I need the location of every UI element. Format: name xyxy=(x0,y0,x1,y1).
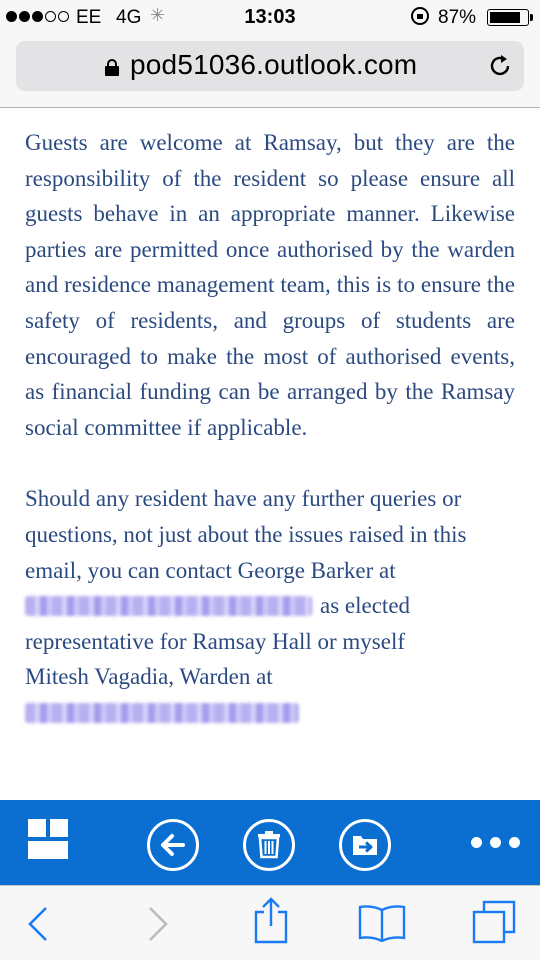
folders-icon[interactable] xyxy=(28,819,68,859)
status-bar xyxy=(0,0,540,34)
network-type: 4G xyxy=(116,7,142,28)
email-line: questions, not just about the issues raised in this xyxy=(25,521,467,547)
email-line xyxy=(25,588,515,624)
activity-spinner-icon: ✳ xyxy=(150,5,166,25)
email-line: representative for Ramsay Hall or myself xyxy=(25,628,406,654)
status-time: 13:03 xyxy=(244,6,296,28)
email-line: email, you can contact George Barker at xyxy=(25,557,396,583)
bookmarks-icon[interactable] xyxy=(358,904,406,942)
share-icon[interactable] xyxy=(252,896,290,944)
email-paragraph: Guests are welcome at Ramsay, but they are the responsibility of the resident so please ensure all guests behave in an appropriate manner. Likewise parties are permitted once authorised by the warden and residence management team, this is to ensure the safety of residents, and groups of students are encouraged to make the most of authorised events, as financial funding can be arranged by the Ramsay social committee if applicable. xyxy=(25,130,515,440)
move-to-folder-icon xyxy=(342,822,388,868)
back-button[interactable] xyxy=(147,819,199,871)
url-field[interactable] xyxy=(16,41,524,91)
redacted-email-link[interactable] xyxy=(25,596,312,616)
forward-chevron-icon[interactable] xyxy=(146,906,170,942)
url-text[interactable]: pod51036.outlook.com xyxy=(130,49,418,80)
email-paragraph xyxy=(25,481,515,730)
battery-icon xyxy=(487,9,529,26)
email-line: Mitesh Vagadia, Warden at xyxy=(25,664,273,690)
browser-address-bar xyxy=(0,34,540,108)
back-arrow-icon xyxy=(150,822,196,868)
move-button[interactable] xyxy=(339,819,391,871)
trash-icon xyxy=(246,822,292,868)
carrier-name: EE xyxy=(76,7,102,28)
email-body xyxy=(25,125,515,731)
email-text: as elected xyxy=(320,593,411,619)
redacted-email-link[interactable] xyxy=(25,703,299,723)
battery-percent: 87% xyxy=(438,7,477,28)
browser-toolbar xyxy=(0,885,540,960)
more-icon[interactable] xyxy=(471,837,520,848)
reload-icon[interactable] xyxy=(487,53,513,79)
email-line xyxy=(25,695,515,731)
email-line: Should any resident have any further queries or xyxy=(25,486,462,512)
secure-lock-icon xyxy=(105,59,119,76)
rotation-lock-icon xyxy=(411,7,429,25)
mail-action-toolbar xyxy=(0,800,540,885)
tabs-icon[interactable] xyxy=(472,900,516,944)
back-chevron-icon[interactable] xyxy=(26,906,50,942)
delete-button[interactable] xyxy=(243,819,295,871)
